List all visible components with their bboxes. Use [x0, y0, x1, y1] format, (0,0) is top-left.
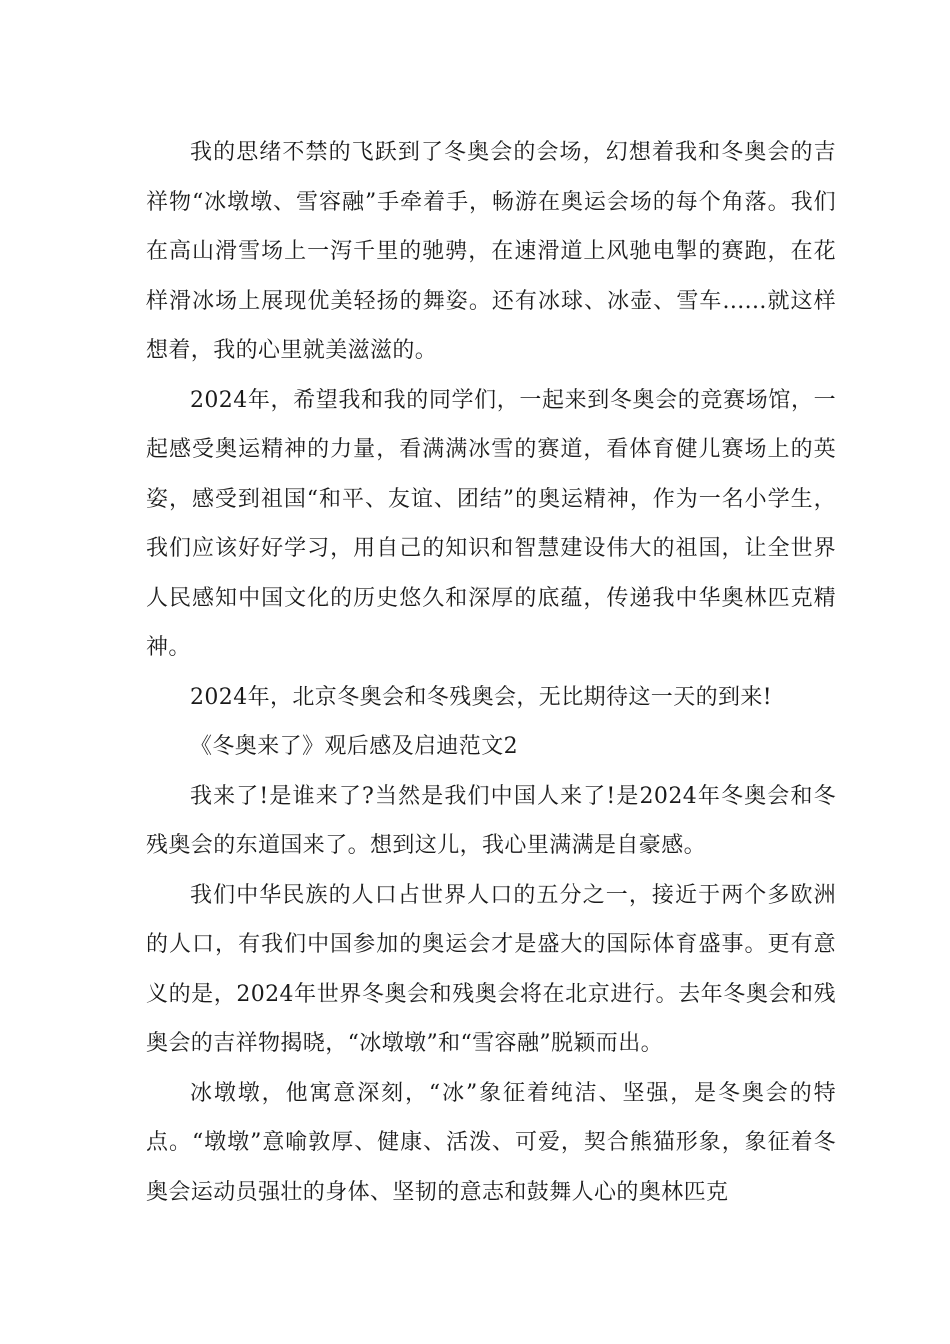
document-body — [146, 128, 836, 1217]
paragraph-5: 我们中华民族的人口占世界人口的五分之一，接近于两个多欧洲的人口，有我们中国参加的奥运会才是盛大的国际体育盛事。更有意义的是，2024年世界冬奥会和残奥会将在北京进行。去年冬奥会和残奥会的吉祥物揭晓，“冰墩墩”和“雪容融”脱颖而出。 — [146, 882, 836, 1056]
paragraph-3: 2024年，北京冬奥会和冬残奥会，无比期待这一天的到来! — [190, 684, 773, 710]
section-heading: 《冬奥来了》观后感及启迪范文2 — [190, 734, 518, 759]
paragraph-2: 2024年，希望我和我的同学们，一起来到冬奥会的竞赛场馆，一起感受奥运精神的力量，看满满冰雪的赛道，看体育健儿赛场上的英姿，感受到祖国“和平、友谊、团结”的奥运精神，作为一名小学生，我们应该好好学习，用自己的知识和智慧建设伟大的祖国，让全世界人民感知中国文化的历史悠久和深厚的底蕴，传递我中华奥林匹克精神。 — [146, 387, 836, 660]
paragraph-6: 冰墩墩，他寓意深刻，“冰”象征着纯洁、坚强，是冬奥会的特点。“墩墩”意喻敦厚、健康、活泼、可爱，契合熊猫形象，象征着冬奥会运动员强壮的身体、坚韧的意志和鼓舞人心的奥林匹克 — [146, 1080, 836, 1205]
paragraph-1: 我的思绪不禁的飞跃到了冬奥会的会场，幻想着我和冬奥会的吉祥物“冰墩墩、雪容融”手牵着手，畅游在奥运会场的每个角落。我们在高山滑雪场上一泻千里的驰骋，在速滑道上风驰电掣的赛跑，在花样滑冰场上展现优美轻扬的舞姿。还有冰球、冰壶、雪车......就这样想着，我的心里就美滋滋的。 — [146, 140, 836, 363]
paragraph-4: 我来了!是谁来了?当然是我们中国人来了!是2024年冬奥会和冬残奥会的东道国来了。想到这儿，我心里满满是自豪感。 — [146, 783, 836, 858]
